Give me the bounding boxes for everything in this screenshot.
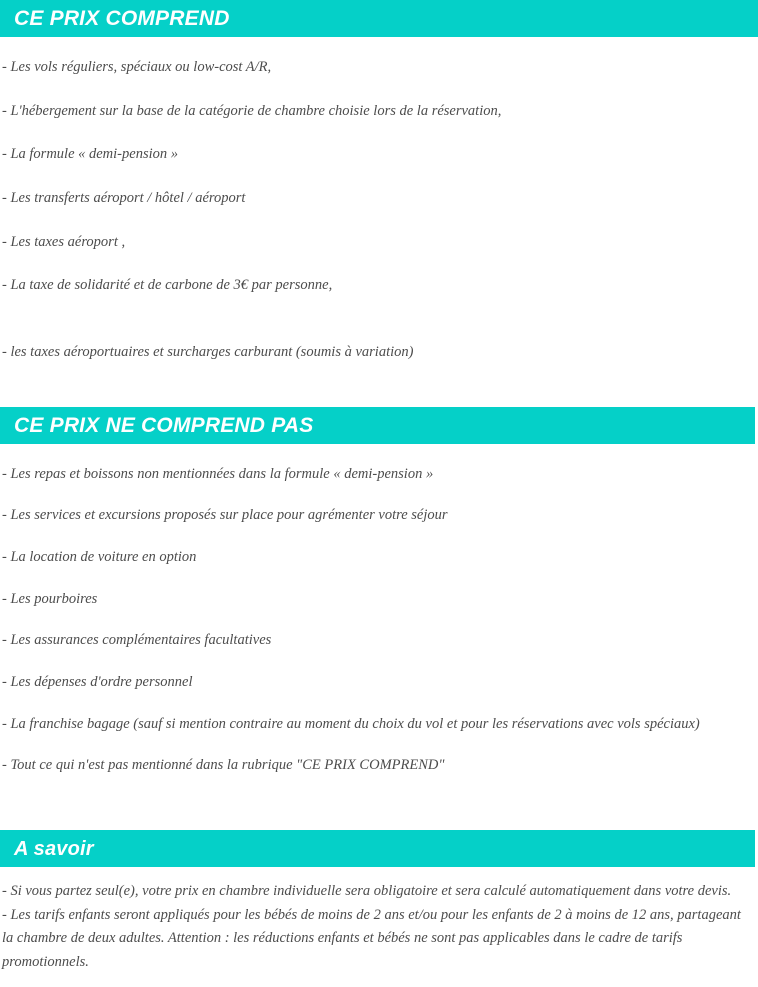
spacer-between-sections <box>0 361 758 407</box>
spacer <box>2 566 754 591</box>
spacer-blank-line <box>2 294 754 334</box>
section-header-ce-prix-ne-comprend-pas <box>0 407 755 444</box>
list-item: - Les services et excursions proposés sur place pour agrémenter votre séjour <box>2 507 448 524</box>
section-body-ce-prix-ne-comprend-pas <box>0 444 758 774</box>
list-item: - Les assurances complémentaires facultatives <box>2 632 272 649</box>
spacer <box>2 444 754 466</box>
note-paragraph: - Si vous partez seul(e), votre prix en chambre individuelle sera obligatoire et sera calculé automatiquement dans votre devis. <box>2 883 732 900</box>
section-header-ce-prix-comprend <box>0 0 758 37</box>
spacer <box>2 76 754 103</box>
spacer <box>2 482 754 507</box>
note-paragraph: - Les tarifs enfants seront appliqués pour les bébés de moins de 2 ans et/ou pour les enfants de 2 à moins de 12 ans, partageant la chambre de deux adultes. Attention : les réductions enfants et bébés ne sont pas applicables dans le cadre de tarifs promotionnels. <box>2 906 741 970</box>
spacer <box>2 732 754 757</box>
list-item: - L'hébergement sur la base de la catégorie de chambre choisie lors de la réservation, <box>2 102 502 119</box>
spacer <box>2 649 754 674</box>
list-item: - La formule « demi-pension » <box>2 146 178 163</box>
spacer-between-sections <box>0 774 758 830</box>
list-item: - La taxe de solidarité et de carbone de 3€ par personne, <box>2 277 333 294</box>
list-item: - Les repas et boissons non mentionnées dans la formule « demi-pension » <box>2 465 434 482</box>
section-header-a-savoir <box>0 830 755 867</box>
section-body-a-savoir <box>0 867 758 974</box>
list-item: - Les vols réguliers, spéciaux ou low-cost A/R, <box>2 59 272 75</box>
section-title-a-savoir: A savoir <box>14 837 94 860</box>
list-item: - Les pourboires <box>2 590 98 607</box>
spacer <box>2 867 754 880</box>
list-item: - La franchise bagage (sauf si mention contraire au moment du choix du vol et pour les réservations avec vols spéciaux) <box>2 715 700 732</box>
section-title-ce-prix-ne-comprend-pas: CE PRIX NE COMPREND PAS <box>14 413 314 437</box>
list-item: - La location de voiture en option <box>2 549 197 566</box>
spacer <box>2 37 754 59</box>
spacer <box>2 524 754 549</box>
section-body-ce-prix-comprend <box>0 37 758 361</box>
spacer <box>2 250 754 277</box>
list-item: - les taxes aéroportuaires et surcharges carburant (soumis à variation) <box>2 344 414 361</box>
list-item: - Les transferts aéroport / hôtel / aéroport <box>2 190 246 207</box>
list-item: - Les taxes aéroport , <box>2 233 126 250</box>
spacer <box>2 691 754 716</box>
spacer <box>2 334 754 344</box>
section-title-ce-prix-comprend: CE PRIX COMPREND <box>14 7 230 30</box>
spacer <box>2 119 754 146</box>
list-item: - Tout ce qui n'est pas mentionné dans la rubrique "CE PRIX COMPREND" <box>2 757 445 774</box>
list-item: - Les dépenses d'ordre personnel <box>2 674 193 691</box>
spacer <box>2 163 754 190</box>
spacer <box>2 207 754 234</box>
spacer <box>2 607 754 632</box>
